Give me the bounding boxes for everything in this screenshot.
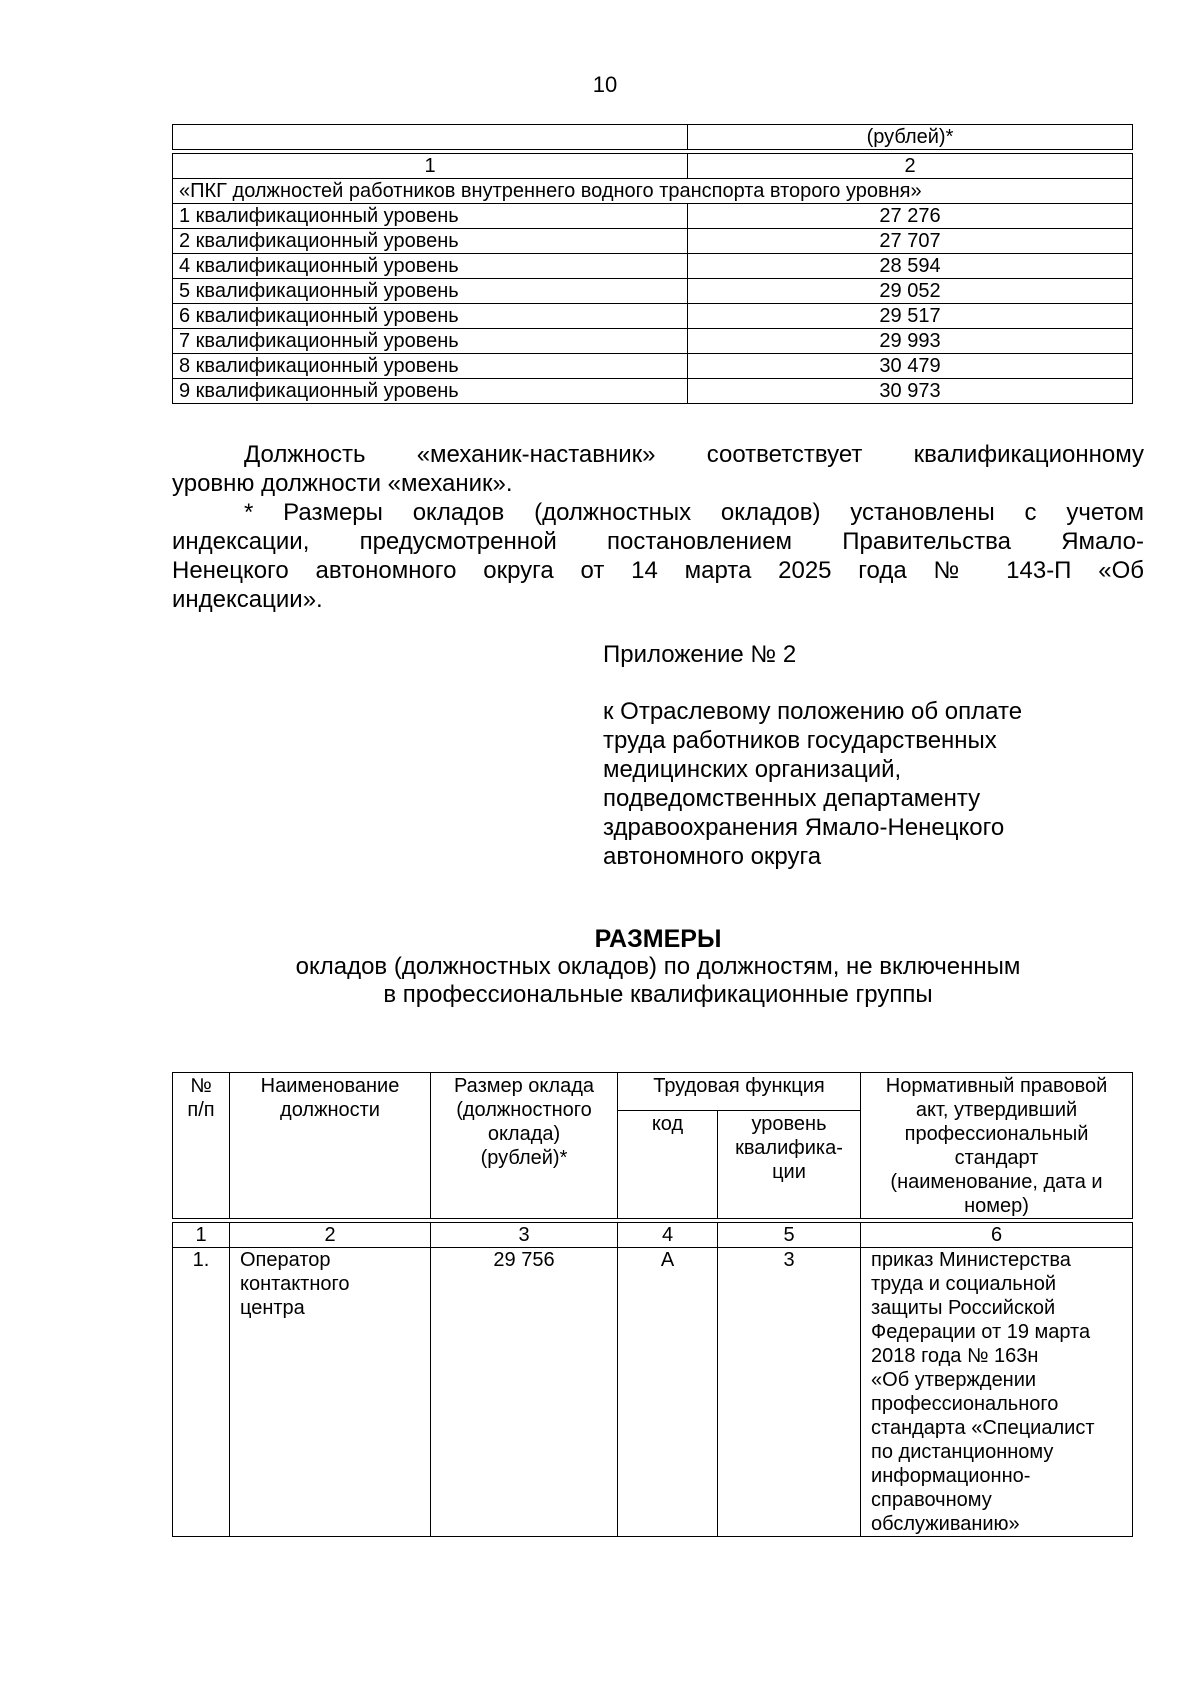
cell-line: защиты Российской xyxy=(871,1297,1056,1319)
header-row xyxy=(173,1073,1133,1111)
annex-line: медицинских организаций, xyxy=(603,756,902,783)
cell-line: Оператор xyxy=(240,1249,331,1271)
header-text: ции xyxy=(772,1160,806,1183)
level-cell: 5 квалификационный уровень xyxy=(173,279,688,304)
salary-cell: 29 993 xyxy=(688,329,1133,354)
level-cell: 6 квалификационный уровень xyxy=(173,304,688,329)
header-text: квалифика- xyxy=(735,1136,843,1159)
header-text: № xyxy=(190,1075,212,1097)
position-act xyxy=(861,1248,1133,1537)
page-number: 10 xyxy=(592,72,618,97)
salary-cell: 29 517 xyxy=(688,304,1133,329)
unit-header: (рублей)* xyxy=(688,125,1133,150)
cell-line: по дистанционному xyxy=(871,1441,1054,1463)
note-line: * Размеры окладов (должностных окладов) установлены с учетом xyxy=(244,499,1144,526)
note-line: индексации, предусмотренной постановлением Правительства Ямало- xyxy=(172,528,1144,555)
header-labor-function: Трудовая функция xyxy=(618,1073,861,1111)
table-row xyxy=(173,1248,1133,1537)
salary-cell: 28 594 xyxy=(688,254,1133,279)
header-text: (рублей)* xyxy=(480,1147,568,1169)
table-row xyxy=(173,229,1133,254)
salary-cell: 30 973 xyxy=(688,379,1133,404)
cell-line: центра xyxy=(240,1297,305,1319)
header-text: (должностного xyxy=(456,1099,592,1121)
header-salary xyxy=(431,1073,618,1219)
cell-line: «Об утверждении xyxy=(871,1369,1037,1391)
table-row xyxy=(173,304,1133,329)
column-number: 2 xyxy=(230,1223,431,1248)
row-number: 1. xyxy=(173,1248,230,1537)
column-number-row xyxy=(173,154,1133,179)
header-text: должности xyxy=(280,1099,380,1121)
table-unit-row xyxy=(173,125,1133,150)
header-text: акт, утвердивший xyxy=(915,1099,1078,1121)
salary-table xyxy=(172,124,1133,404)
table-row xyxy=(173,379,1133,404)
level-cell: 7 квалификационный уровень xyxy=(173,329,688,354)
note-indexation xyxy=(172,498,1144,614)
table-row xyxy=(173,254,1133,279)
level-cell: 9 квалификационный уровень xyxy=(173,379,688,404)
annex-line: здравоохранения Ямало-Ненецкого xyxy=(603,814,1005,841)
annex-title: Приложение № 2 xyxy=(603,641,797,668)
title-line: в профессиональные квалификационные группы xyxy=(383,981,933,1008)
annex-line: подведомственных департаменту xyxy=(603,785,981,812)
title-line: окладов (должностных окладов) по должностям, не включенным xyxy=(295,953,1021,980)
header-text: стандарт xyxy=(954,1147,1039,1169)
header-num xyxy=(173,1073,230,1219)
cell-line: труда и социальной xyxy=(871,1273,1057,1295)
header-text: Нормативный правовой xyxy=(885,1075,1108,1097)
group-title: «ПКГ должностей работников внутреннего водного транспорта второго уровня» xyxy=(173,179,1133,204)
table-row xyxy=(173,204,1133,229)
header-act xyxy=(861,1073,1133,1219)
note-line: уровню должности «механик». xyxy=(172,470,513,497)
annex-line: труда работников государственных xyxy=(603,727,997,754)
salary-cell: 27 707 xyxy=(688,229,1133,254)
column-number: 6 xyxy=(861,1223,1133,1248)
header-text: номер) xyxy=(964,1195,1029,1217)
title-heading: РАЗМЕРЫ xyxy=(594,925,722,953)
column-number: 3 xyxy=(431,1223,618,1248)
table-row xyxy=(173,279,1133,304)
column-number-row xyxy=(173,1223,1133,1248)
level-cell: 2 квалификационный уровень xyxy=(173,229,688,254)
cell-line: приказ Министерства xyxy=(871,1249,1071,1271)
table-row xyxy=(173,354,1133,379)
position-name xyxy=(230,1248,431,1537)
table-cell xyxy=(173,125,688,150)
group-title-row xyxy=(173,179,1133,204)
cell-line: информационно- xyxy=(871,1465,1031,1487)
header-text: Размер оклада xyxy=(454,1075,594,1097)
header-text: (наименование, дата и xyxy=(890,1171,1103,1193)
cell-line: справочному xyxy=(871,1489,992,1511)
table-row xyxy=(173,329,1133,354)
annex-line: к Отраслевому положению об оплате xyxy=(603,698,1023,725)
header-text: п/п xyxy=(187,1099,215,1121)
position-level: 3 xyxy=(718,1248,861,1537)
level-cell: 1 квалификационный уровень xyxy=(173,204,688,229)
cell-line: стандарта «Специалист xyxy=(871,1417,1095,1439)
column-number: 4 xyxy=(618,1223,718,1248)
column-number: 2 xyxy=(688,154,1133,179)
cell-line: профессионального xyxy=(871,1393,1059,1415)
cell-line: 2018 года № 163н xyxy=(871,1345,1039,1367)
cell-line: обслуживанию» xyxy=(871,1513,1020,1535)
header-name xyxy=(230,1073,431,1219)
salary-cell: 27 276 xyxy=(688,204,1133,229)
column-number: 5 xyxy=(718,1223,861,1248)
note-line: Ненецкого автономного округа от 14 марта 2025 года № 143-П «Об xyxy=(172,557,1144,584)
annex-line: автономного округа xyxy=(603,843,822,870)
header-level xyxy=(718,1110,861,1218)
annex-block xyxy=(603,640,1143,871)
note-mechanic xyxy=(172,440,1144,498)
note-line: Должность «механик-наставник» соответствует квалификационному xyxy=(244,441,1144,468)
header-text: уровень xyxy=(751,1112,827,1135)
cell-line: Федерации от 19 марта xyxy=(871,1321,1091,1343)
position-salary: 29 756 xyxy=(431,1248,618,1537)
header-text: оклада) xyxy=(487,1123,561,1145)
column-number: 1 xyxy=(173,1223,230,1248)
positions-table xyxy=(172,1072,1133,1537)
document-title xyxy=(172,925,1144,1009)
header-code: код xyxy=(618,1110,718,1218)
header-text: Наименование xyxy=(260,1075,400,1097)
cell-line: контактного xyxy=(240,1273,350,1295)
position-code: А xyxy=(618,1248,718,1537)
salary-cell: 29 052 xyxy=(688,279,1133,304)
salary-cell: 30 479 xyxy=(688,354,1133,379)
level-cell: 4 квалификационный уровень xyxy=(173,254,688,279)
level-cell: 8 квалификационный уровень xyxy=(173,354,688,379)
column-number: 1 xyxy=(173,154,688,179)
note-line: индексации». xyxy=(172,586,323,613)
header-text: профессиональный xyxy=(904,1123,1089,1145)
